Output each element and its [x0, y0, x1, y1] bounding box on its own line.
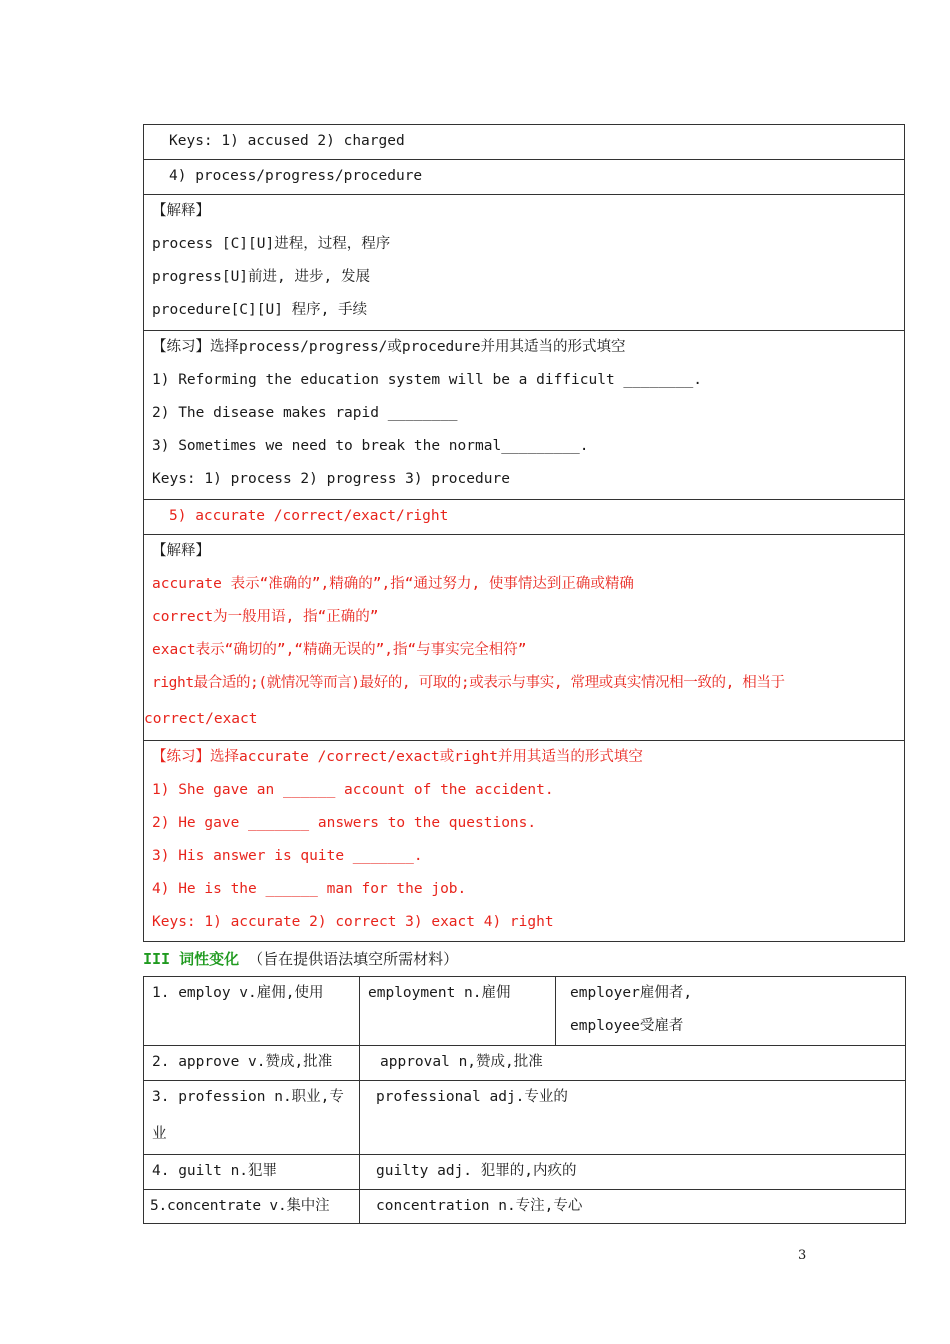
explain-line: exact表示“确切的”,“精确无误的”,指“与事实完全相符” — [152, 642, 527, 658]
keys-text: Keys: 1) accused 2) charged — [169, 133, 405, 149]
word-cell: employee受雇者 — [570, 1018, 684, 1034]
exercise-line: 3) His answer is quite _______. — [152, 848, 423, 864]
item-title: 5) accurate /correct/exact/right — [169, 508, 449, 524]
exercise-line: 1) Reforming the education system will be a difficult ________. — [152, 372, 702, 388]
item-4-exercise-row — [144, 331, 905, 500]
section-heading-bold: III 词性变化 — [143, 950, 240, 968]
explain-label: 【解释】 — [152, 543, 210, 559]
item-5-exercise-row — [144, 741, 905, 942]
word-cell: concentration n.专注,专心 — [376, 1198, 583, 1214]
word-cell: 4. guilt n.犯罪 — [152, 1163, 278, 1179]
word-cell: 5.concentrate v.集中注 — [150, 1198, 330, 1214]
document-page — [143, 124, 905, 1224]
keys-text: Keys: 1) accurate 2) correct 3) exact 4) right — [152, 914, 554, 930]
explain-line: progress[U]前进, 进步, 发展 — [152, 269, 370, 285]
word-cell: employment n.雇佣 — [368, 985, 511, 1001]
word-cell: 2. approve v.赞成,批准 — [152, 1054, 333, 1070]
exercise-line: 2) The disease makes rapid ________ — [152, 405, 458, 421]
word-row — [144, 1190, 906, 1224]
exercise-title: 【练习】选择accurate /correct/exact或right并用其适当的形式填空 — [152, 749, 643, 765]
item-5-explain-row — [144, 535, 905, 741]
word-cell: guilty adj. 犯罪的,内疚的 — [376, 1163, 577, 1179]
explain-line: correct为一般用语, 指“正确的” — [152, 609, 379, 625]
item-5-title-row — [144, 500, 905, 535]
explain-line: accurate 表示“准确的”,精确的”,指“通过努力, 使事情达到正确或精确 — [152, 576, 634, 592]
exercise-line: 1) She gave an ______ account of the accident. — [152, 782, 554, 798]
item-4-explain-row — [144, 195, 905, 331]
explain-label: 【解释】 — [152, 203, 210, 219]
section-heading — [143, 942, 905, 976]
word-cell: approval n,赞成,批准 — [380, 1054, 543, 1070]
word-forms-table — [143, 976, 906, 1224]
keys-row-1 — [144, 125, 905, 160]
word-row — [144, 1081, 906, 1155]
explain-line: procedure[C][U] 程序, 手续 — [152, 302, 368, 318]
item-title: 4) process/progress/procedure — [169, 168, 423, 184]
explain-line: correct/exact — [144, 711, 258, 727]
word-row — [144, 1155, 906, 1190]
word-cell: 1. employ v.雇佣,使用 — [152, 985, 324, 1001]
word-row — [144, 977, 906, 1046]
page-number: 3 — [798, 1248, 807, 1263]
exercise-line: 2) He gave _______ answers to the questions. — [152, 815, 537, 831]
exercise-title: 【练习】选择process/progress/或procedure并用其适当的形式填空 — [152, 339, 626, 355]
item-4-title-row — [144, 160, 905, 195]
word-cell: 业 — [152, 1126, 167, 1142]
word-cell: 3. profession n.职业,专 — [152, 1089, 344, 1105]
exercise-line: 4) He is the ______ man for the job. — [152, 881, 467, 897]
vocabulary-table — [143, 124, 905, 942]
word-row — [144, 1046, 906, 1081]
explain-line: right最合适的;(就情况等而言)最好的, 可取的;或表示与事实, 常理或真实情况相一致的, 相当于 — [152, 675, 785, 691]
section-heading-note: （旨在提供语法填空所需材料） — [239, 950, 459, 968]
word-cell: employer雇佣者, — [570, 985, 693, 1001]
keys-text: Keys: 1) process 2) progress 3) procedure — [152, 471, 510, 487]
word-cell: professional adj.专业的 — [376, 1089, 568, 1105]
explain-line: process [C][U]进程，过程，程序 — [152, 236, 391, 252]
exercise-line: 3) Sometimes we need to break the normal_________. — [152, 438, 589, 454]
